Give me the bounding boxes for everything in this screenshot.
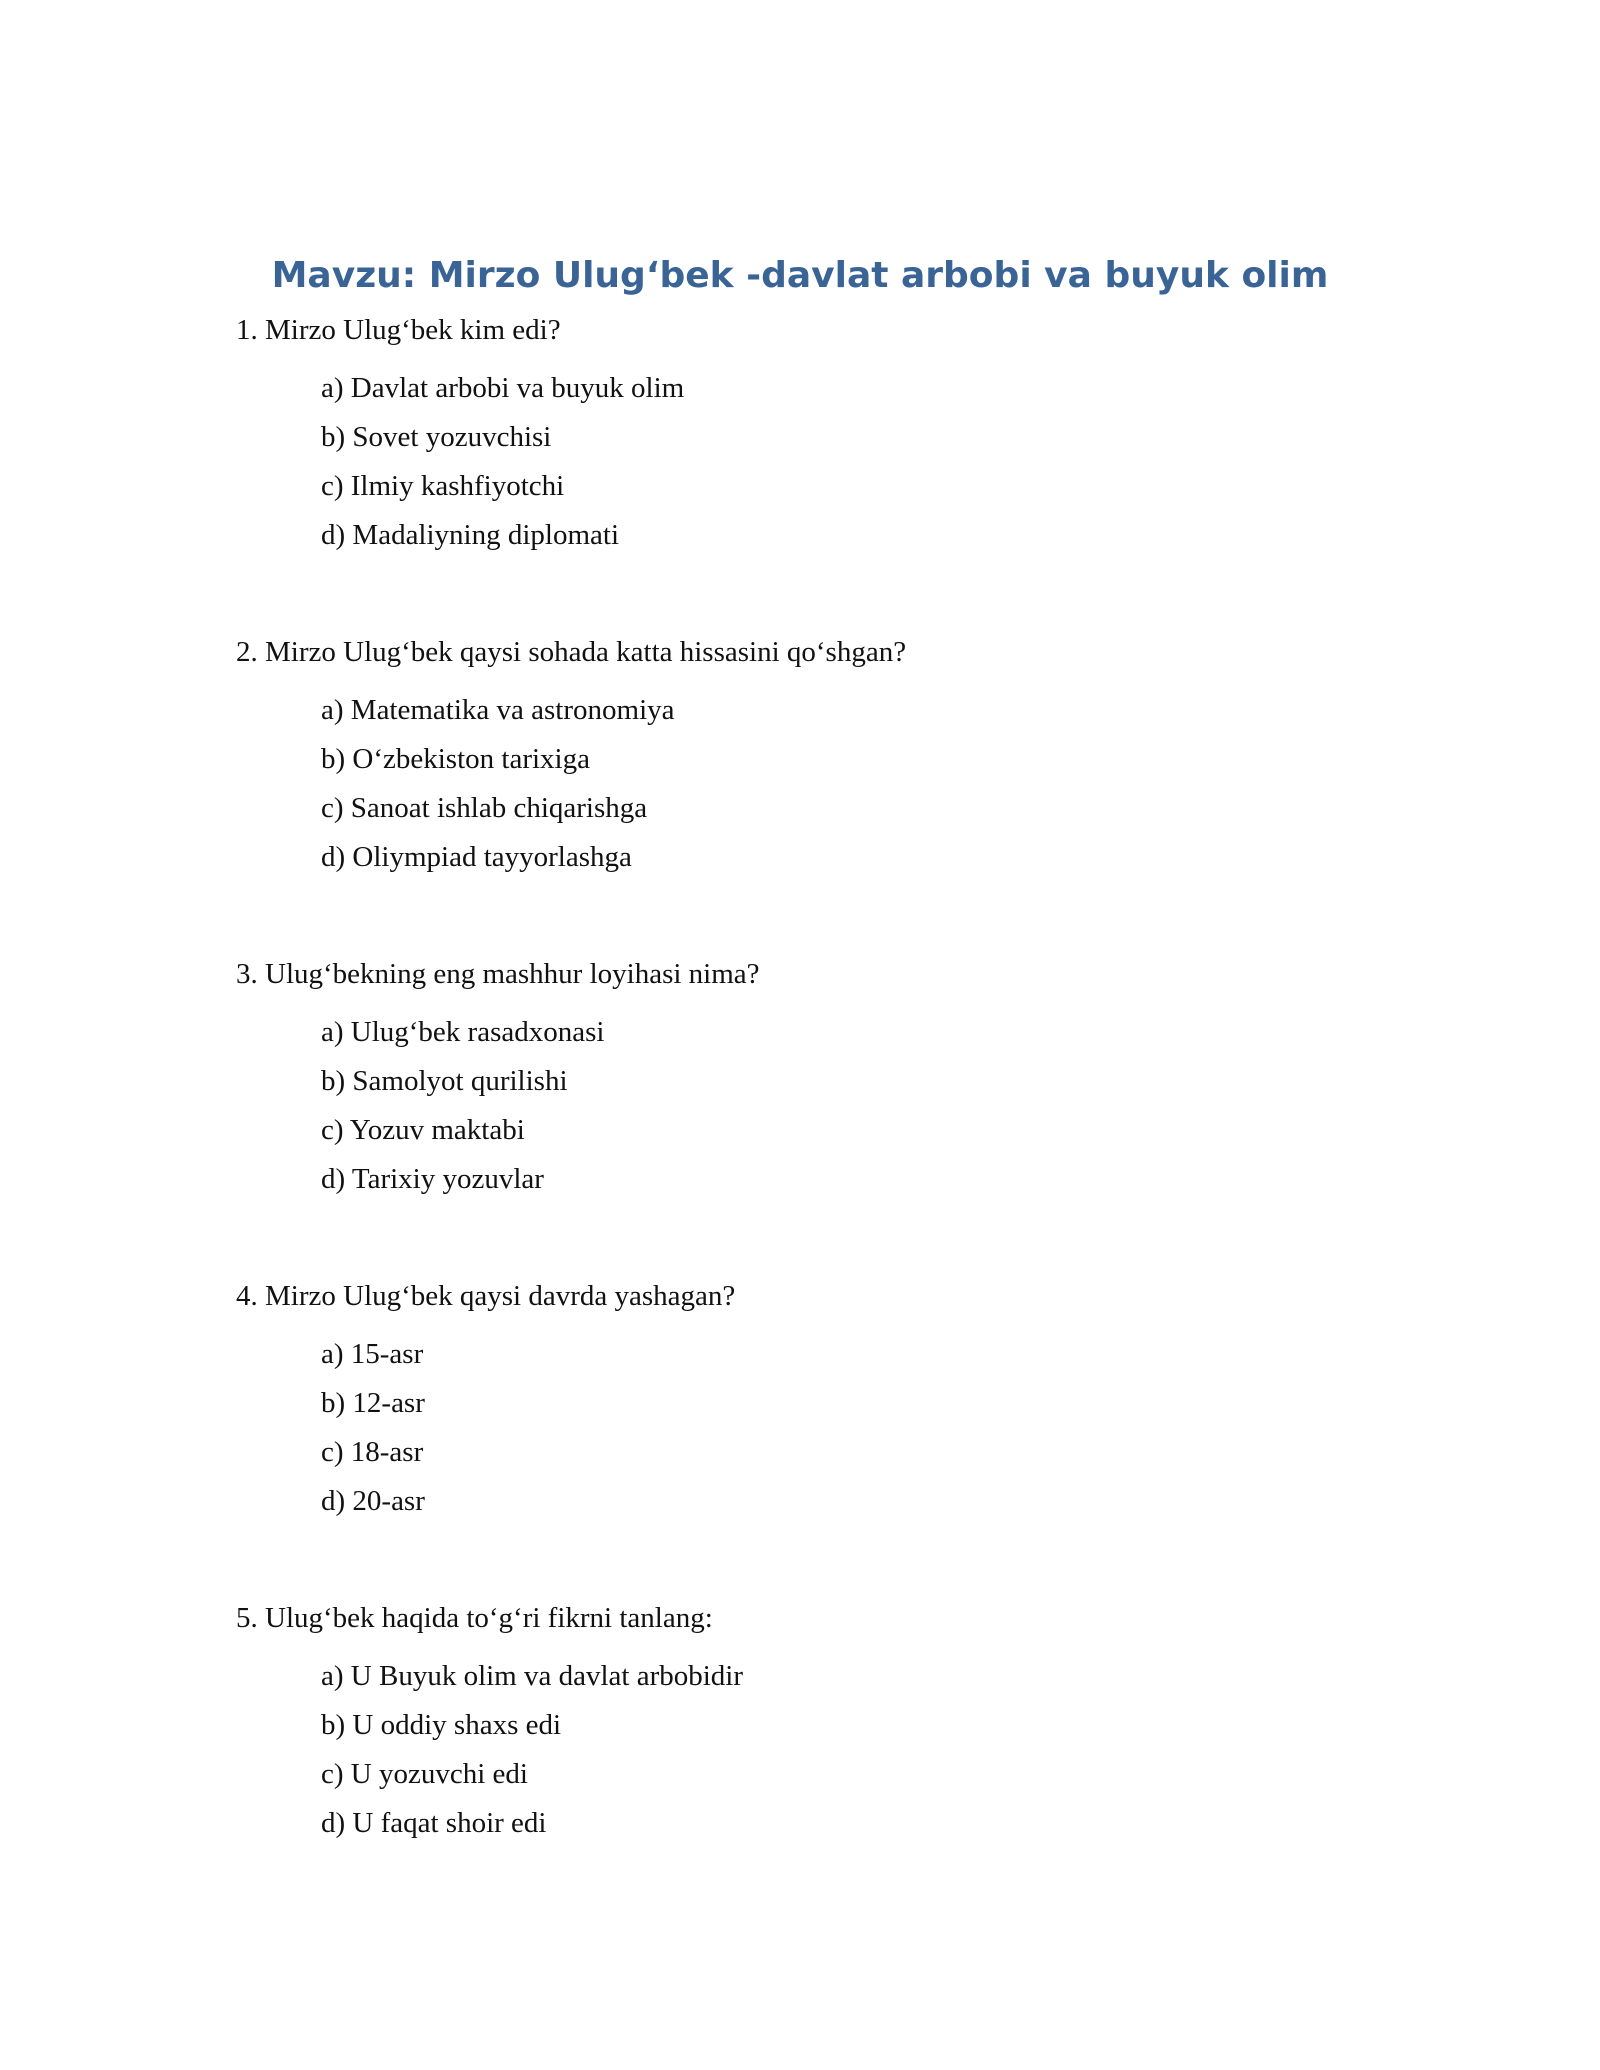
options-list [236,691,1436,876]
option-a: a) 15-asr [321,1338,424,1370]
option-a: a) Davlat arbobi va buyuk olim [321,372,685,404]
question-block-4 [236,1277,1436,1531]
option-a: a) U Buyuk olim va davlat arbobidir [321,1660,744,1692]
question-text: 1. Mirzo Ulug‘bek kim edi? [236,314,561,346]
question-block-5 [236,1599,1436,1853]
option-d: d) Madaliyning diplomati [321,519,620,551]
option-c: c) Ilmiy kashfiyotchi [321,470,565,502]
option-c: c) 18-asr [321,1436,424,1468]
option-a: a) Matematika va astronomiya [321,694,675,726]
question-text: 4. Mirzo Ulug‘bek qaysi davrda yashagan? [236,1280,736,1312]
option-a: a) Ulug‘bek rasadxonasi [321,1016,605,1048]
options-list [236,369,1436,554]
question-text: 2. Mirzo Ulug‘bek qaysi sohada katta hissasini qo‘shgan? [236,636,907,668]
option-b: b) 12-asr [321,1387,425,1419]
option-d: d) 20-asr [321,1485,425,1517]
options-list [236,1335,1436,1520]
question-text: 3. Ulug‘bekning eng mashhur loyihasi nima? [236,958,760,990]
question-block-3 [236,955,1436,1209]
question-block-1 [236,311,1436,565]
option-d: d) Tarixiy yozuvlar [321,1163,544,1195]
option-b: b) Samolyot qurilishi [321,1065,568,1097]
options-list [236,1013,1436,1198]
option-b: b) Sovet yozuvchisi [321,421,552,453]
question-block-2 [236,633,1436,887]
option-d: d) U faqat shoir edi [321,1807,547,1839]
option-b: b) O‘zbekiston tarixiga [321,743,590,775]
option-c: c) Sanoat ishlab chiqarishga [321,792,648,824]
question-text: 5. Ulug‘bek haqida to‘g‘ri fikrni tanlang: [236,1602,713,1634]
option-c: c) U yozuvchi edi [321,1758,528,1790]
option-d: d) Oliympiad tayyorlashga [321,841,632,873]
document-title: Mavzu: Mirzo Ulug‘bek -davlat arbobi va buyuk olim [271,255,1329,296]
options-list [236,1657,1436,1842]
option-c: c) Yozuv maktabi [321,1114,525,1146]
option-b: b) U oddiy shaxs edi [321,1709,562,1741]
